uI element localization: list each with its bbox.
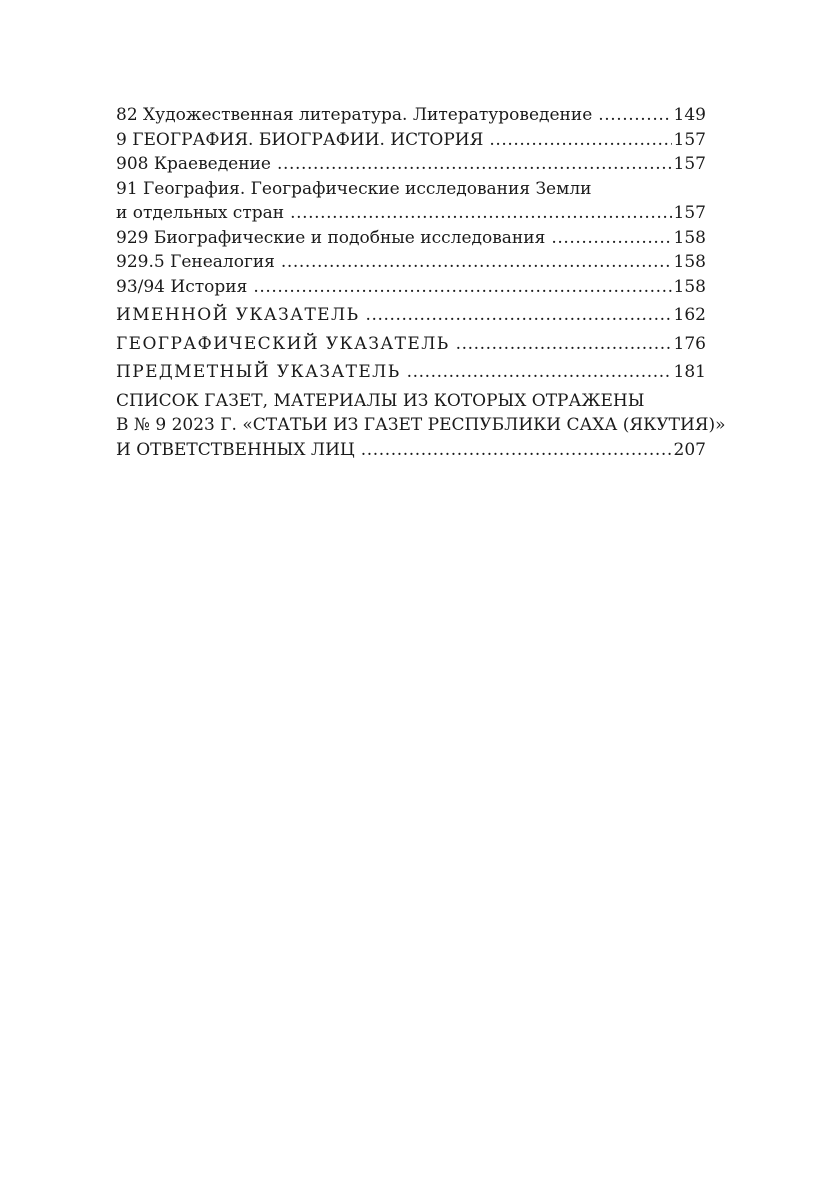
toc-entry-label: 82 Художественная литература. Литературоведение: [116, 105, 593, 125]
toc-entry-label: ПРЕДМЕТНЫЙ УКАЗАТЕЛЬ: [116, 362, 401, 382]
toc-entry-929-5[interactable]: [116, 250, 706, 275]
toc-leader-dots: [361, 438, 672, 463]
toc-leader-dots: [281, 250, 672, 275]
toc-name-index[interactable]: [116, 303, 706, 328]
toc-entry-label: 9 ГЕОГРАФИЯ. БИОГРАФИИ. ИСТОРИЯ: [116, 129, 484, 150]
toc-entry-9[interactable]: [116, 128, 706, 153]
toc-leader-dots: [489, 128, 671, 153]
toc-newspaper-line2: В № 9 2023 Г. «СТАТЬИ ИЗ ГАЗЕТ РЕСПУБЛИКИ САХА (ЯКУТИЯ)»: [116, 415, 726, 435]
toc-page-number: 149: [673, 105, 706, 125]
toc-page-number: 157: [673, 203, 706, 223]
toc-leader-dots: [277, 152, 672, 177]
toc-page-number: 181: [673, 362, 706, 382]
toc-page-number: 176: [673, 333, 706, 354]
toc-entry-91[interactable]: [116, 201, 706, 226]
toc-entry-label: 93/94 История: [116, 276, 248, 297]
toc-entry-91-line1[interactable]: 91 География. Географические исследования Земли: [116, 178, 592, 199]
toc-entry-label: 908 Краеведение: [116, 154, 271, 174]
toc-page-number: 162: [673, 305, 706, 325]
toc-entry-label: 929.5 Генеалогия: [116, 252, 275, 272]
toc-entry-label: ГЕОГРАФИЧЕСКИЙ УКАЗАТЕЛЬ: [116, 333, 450, 354]
toc-entry-label: ИМЕННОЙ УКАЗАТЕЛЬ: [116, 305, 360, 325]
toc-leader-dots: [407, 360, 672, 385]
toc-newspaper-line1: СПИСОК ГАЗЕТ, МАТЕРИАЛЫ ИЗ КОТОРЫХ ОТРАЖЕНЫ: [116, 390, 645, 411]
toc-leader-dots: [456, 332, 672, 357]
toc-leader-dots: [290, 201, 671, 226]
toc-page-number: 158: [673, 276, 706, 297]
toc-entry-label: 929 Биографические и подобные исследования: [116, 227, 546, 248]
table-of-contents: [116, 103, 726, 462]
toc-entry-label: И ОТВЕТСТВЕННЫХ ЛИЦ: [116, 439, 355, 460]
toc-leader-dots: [365, 303, 671, 328]
toc-newspaper-line3: [116, 438, 706, 463]
toc-entry-908[interactable]: [116, 152, 706, 177]
toc-page-number: 157: [673, 154, 706, 174]
toc-newspaper-list[interactable]: [116, 389, 726, 463]
toc-leader-dots: [253, 275, 671, 300]
toc-entry-label: и отдельных стран: [116, 203, 285, 223]
toc-entry-93-94[interactable]: [116, 275, 706, 300]
toc-page-number: 157: [673, 129, 706, 150]
toc-geographic-index[interactable]: [116, 332, 706, 357]
toc-entry-82[interactable]: [116, 103, 706, 128]
toc-page-number: 158: [673, 227, 706, 248]
toc-subject-index[interactable]: [116, 360, 706, 385]
toc-leader-dots: [551, 226, 671, 251]
toc-page-number: 207: [673, 439, 706, 460]
toc-leader-dots: [598, 103, 671, 128]
toc-page-number: 158: [673, 252, 706, 272]
toc-entry-929[interactable]: [116, 226, 706, 251]
